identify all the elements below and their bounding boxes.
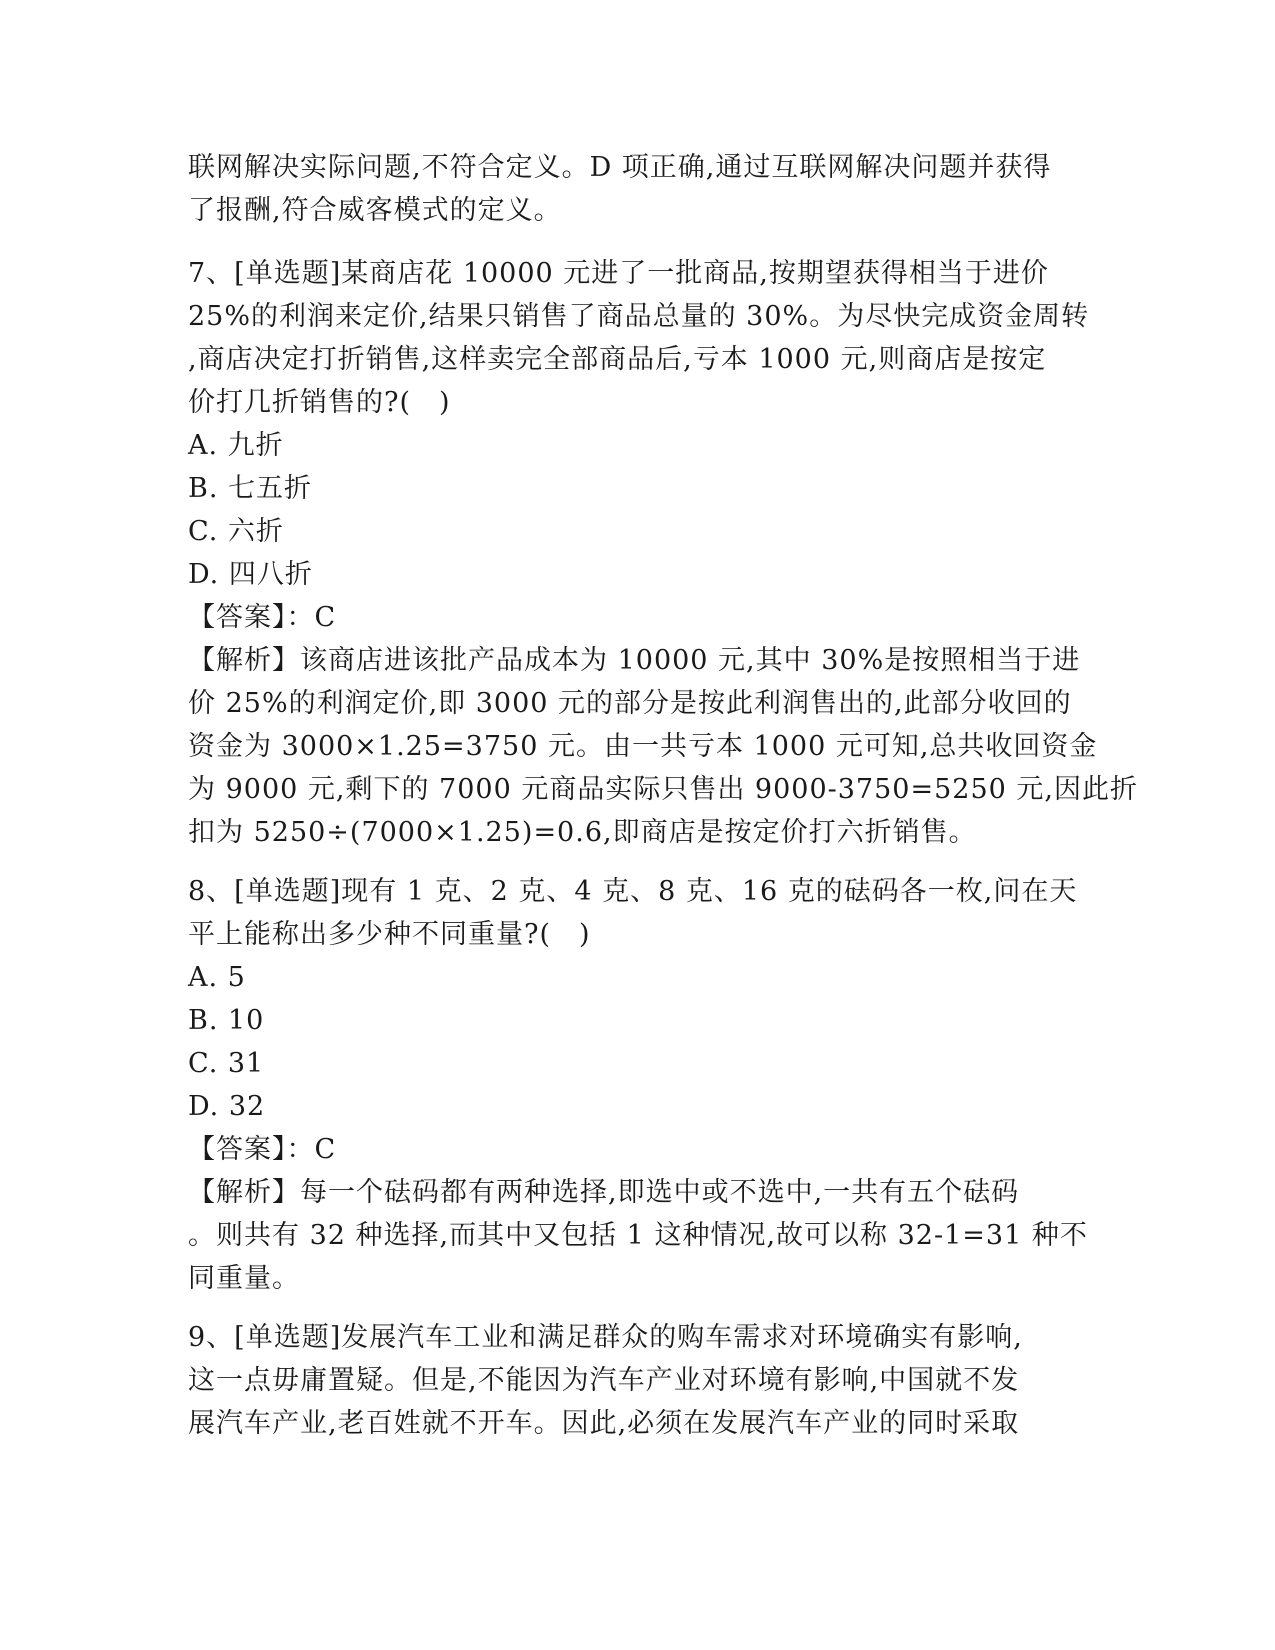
option-d: D. 32: [188, 1091, 266, 1122]
analysis-line: 【解析】该商店进该批产品成本为 10000 元,其中 30%是按照相当于进: [188, 645, 1081, 676]
analysis-line: 。则共有 32 种选择,而其中又包括 1 这种情况,故可以称 32-1=31 种不: [188, 1220, 1088, 1251]
analysis-line: 资金为 3000×1.25=3750 元。由一共亏本 1000 元可知,总共收回资金: [188, 731, 1098, 762]
question-stem-line: 9、[单选题]发展汽车工业和满足群众的购车需求对环境确实有影响,: [188, 1322, 1023, 1353]
question-stem-line: 展汽车产业,老百姓就不开车。因此,必须在发展汽车产业的同时采取: [188, 1408, 1020, 1439]
question-stem-line: 8、[单选题]现有 1 克、2 克、4 克、8 克、16 克的砝码各一枚,问在天: [188, 876, 1078, 907]
answer-line: 【答案】：C: [188, 602, 337, 633]
question-8: [188, 870, 1088, 1300]
intro-line: 了报酬,符合威客模式的定义。: [188, 195, 562, 226]
option-c: C. 31: [188, 1048, 265, 1079]
option-d: D. 四八折: [188, 559, 313, 590]
question-7: [188, 252, 1138, 854]
answer-line: 【答案】：C: [188, 1134, 337, 1165]
page-content: [188, 146, 1138, 1445]
analysis-line: 扣为 5250÷(7000×1.25)=0.6,即商店是按定价打六折销售。: [188, 817, 977, 848]
question-stem-line: ,商店决定打折销售,这样卖完全部商品后,亏本 1000 元,则商店是按定: [188, 344, 1047, 375]
intro-paragraph: [188, 146, 1088, 232]
option-a: A. 九折: [188, 430, 284, 461]
question-stem-line: 价打几折销售的?( ): [188, 387, 451, 418]
option-a: A. 5: [188, 962, 246, 993]
analysis-line: 为 9000 元,剩下的 7000 元商品实际只售出 9000-3750=5250 元,因此折: [188, 774, 1138, 805]
analysis-line: 价 25%的利润定价,即 3000 元的部分是按此利润售出的,此部分收回的: [188, 688, 1072, 719]
analysis-line: 【解析】每一个砝码都有两种选择,即选中或不选中,一共有五个砝码: [188, 1177, 1020, 1208]
question-stem-line: 7、[单选题]某商店花 10000 元进了一批商品,按期望获得相当于进价: [188, 258, 1049, 289]
intro-line: 联网解决实际问题,不符合定义。D 项正确,通过互联网解决问题并获得: [188, 152, 1052, 183]
question-stem-line: 这一点毋庸置疑。但是,不能因为汽车产业对环境有影响,中国就不发: [188, 1365, 1020, 1396]
option-b: B. 10: [188, 1005, 265, 1036]
analysis-line: 同重量。: [188, 1263, 300, 1294]
question-9: [188, 1316, 1088, 1445]
question-stem-line: 平上能称出多少种不同重量?( ): [188, 919, 591, 950]
option-c: C. 六折: [188, 516, 284, 547]
option-b: B. 七五折: [188, 473, 313, 504]
question-stem-line: 25%的利润来定价,结果只销售了商品总量的 30%。为尽快完成资金周转: [188, 301, 1090, 332]
